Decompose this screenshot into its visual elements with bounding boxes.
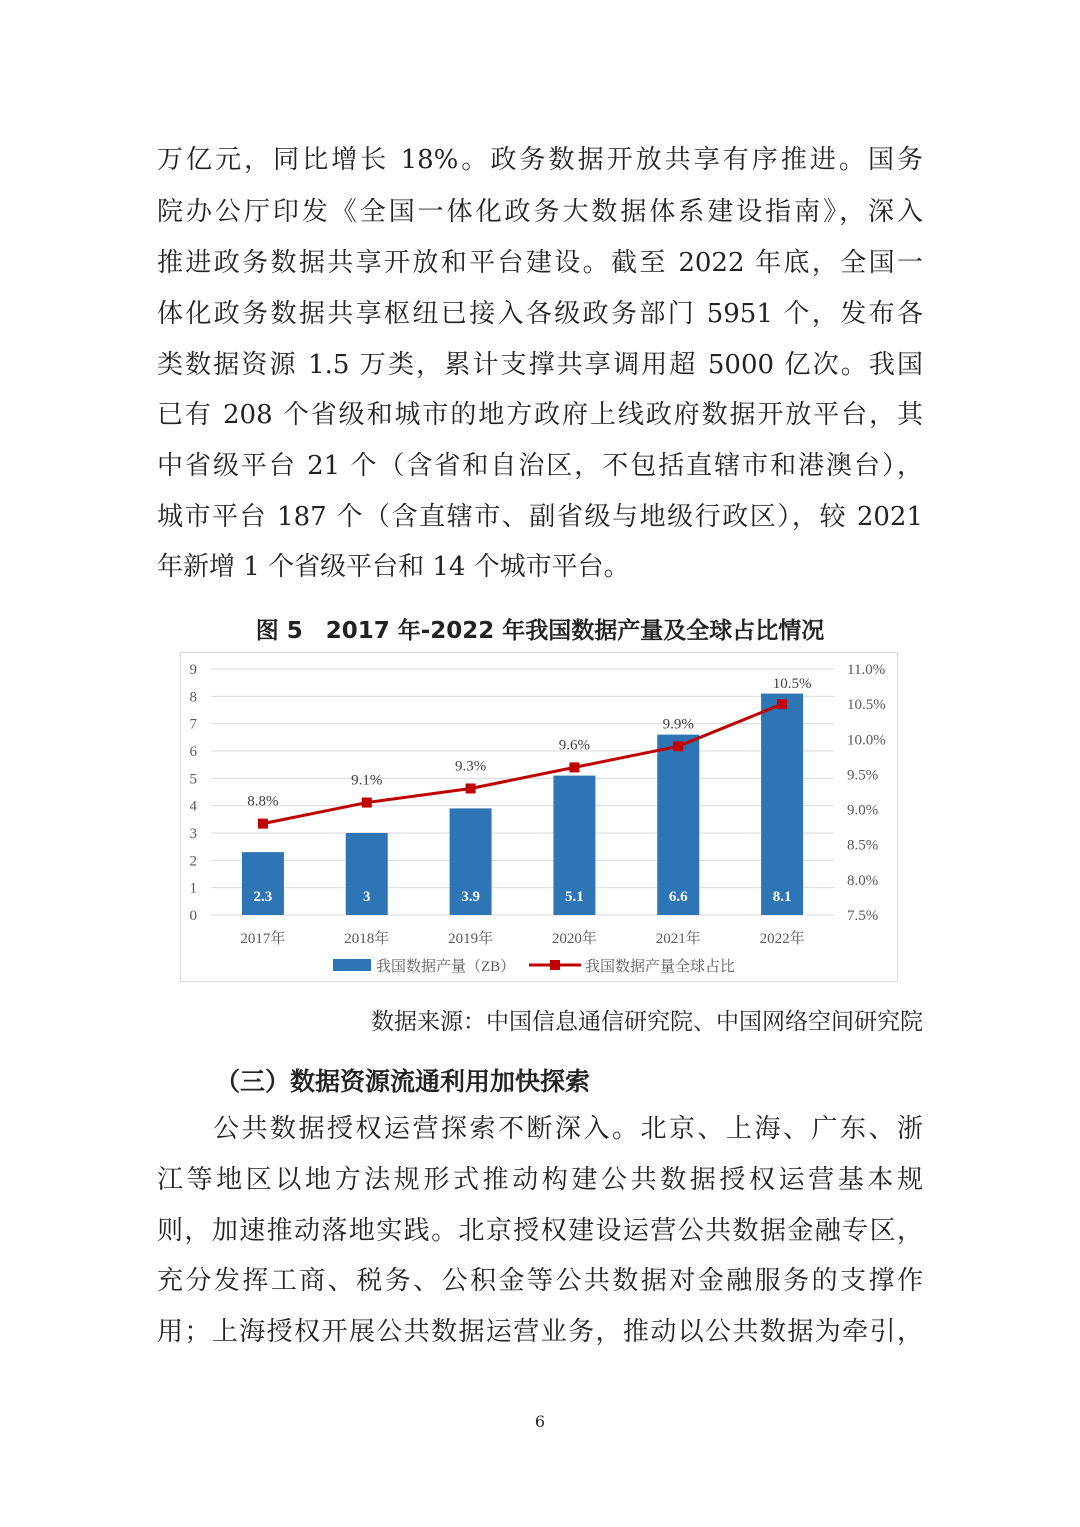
share-value-label: 9.3% — [454, 758, 487, 775]
text-line: 院办公厅印发《全国一体化政务大数据体系建设指南》，深入 — [157, 197, 923, 227]
right-axis-tick: 9.5% — [847, 767, 879, 784]
chart — [180, 652, 898, 982]
legend-bar-swatch — [333, 959, 371, 971]
left-axis-tick: 1 — [189, 880, 197, 897]
right-axis-tick: 8.5% — [847, 837, 879, 854]
x-axis-tick: 2021年 — [655, 931, 701, 947]
right-axis-tick: 9.0% — [847, 802, 879, 819]
share-value-label: 9.6% — [558, 737, 591, 754]
legend-line-marker — [550, 960, 560, 970]
text-line: 推进政务数据共享开放和平台建设。截至 2022 年底，全国一 — [157, 248, 923, 278]
left-axis-tick: 5 — [189, 771, 197, 788]
text-line: 类数据资源 1.5 万类，累计支撑共享调用超 5000 亿次。我国 — [157, 350, 923, 380]
x-axis-tick: 2020年 — [551, 931, 597, 947]
share-marker — [362, 798, 372, 808]
bar-value-label: 5.1 — [565, 889, 584, 905]
page-number: 6 — [534, 1412, 546, 1431]
bar-value-label: 3.9 — [461, 889, 480, 905]
text-line: 中省级平台 21 个（含省和自治区，不包括直辖市和港澳台）， — [157, 451, 923, 481]
share-value-label: 9.9% — [662, 716, 694, 733]
right-axis-tick: 8.0% — [847, 872, 879, 889]
bar-value-label: 8.1 — [772, 889, 792, 905]
text-line: 已有 208 个省级和城市的地方政府上线政府数据开放平台，其 — [157, 400, 923, 430]
left-axis-tick: 3 — [189, 826, 197, 842]
bar-value-label: 6.6 — [668, 889, 688, 905]
x-axis-tick: 2018年 — [344, 931, 390, 947]
left-axis-tick: 8 — [189, 689, 197, 706]
text-line: 城市平台 187 个（含直辖市、副省级与地级行政区），较 2021 — [157, 502, 923, 532]
text-line: 江等地区以地方法规形式推动构建公共数据授权运营基本规 — [157, 1165, 923, 1195]
left-axis-tick: 0 — [189, 908, 197, 924]
left-axis-tick: 4 — [189, 798, 197, 815]
share-marker — [777, 699, 787, 709]
data-source: 数据来源：中国信息通信研究院、中国网络空间研究院 — [371, 1009, 923, 1035]
x-axis-tick: 2017年 — [240, 931, 286, 947]
text-line: 则，加速推动落地实践。北京授权建设运营公共数据金融专区， — [157, 1216, 923, 1246]
left-axis-tick: 7 — [189, 716, 197, 733]
share-marker — [466, 783, 476, 793]
right-axis-tick: 11.0% — [847, 662, 886, 678]
bar-value-label: 3 — [363, 889, 371, 905]
share-marker — [673, 741, 683, 751]
figure-caption: 图 5 2017 年-2022 年我国数据产量及全球占比情况 — [255, 618, 825, 644]
share-value-label: 8.8% — [247, 793, 279, 810]
right-axis-tick: 10.5% — [847, 697, 886, 714]
text-line: 用；上海授权开展公共数据运营业务，推动以公共数据为牵引， — [157, 1317, 923, 1347]
bar — [761, 694, 803, 915]
bar — [242, 852, 284, 915]
legend-bar-label: 我国数据产量（ZB） — [376, 959, 516, 975]
share-marker — [569, 762, 579, 772]
right-axis-tick: 7.5% — [847, 908, 879, 924]
text-line: 体化政务数据共享枢纽已接入各级政务部门 5951 个，发布各 — [157, 299, 923, 329]
share-value-label: 10.5% — [772, 676, 812, 693]
chart-svg — [181, 653, 897, 981]
text-line: 万亿元，同比增长 18%。政务数据开放共享有序推进。国务 — [157, 145, 923, 175]
share-marker — [258, 819, 268, 829]
text-line: 公共数据授权运营探索不断深入。北京、上海、广东、浙 — [213, 1114, 923, 1144]
bar — [657, 735, 699, 915]
x-axis-tick: 2022年 — [759, 931, 805, 947]
section-heading: （三）数据资源流通利用加快探索 — [215, 1067, 591, 1096]
x-axis-tick: 2019年 — [448, 931, 494, 947]
bar-value-label: 2.3 — [253, 889, 273, 905]
left-axis-tick: 6 — [189, 744, 197, 760]
right-axis-tick: 10.0% — [847, 732, 886, 749]
share-value-label: 9.1% — [351, 772, 383, 789]
left-axis-tick: 9 — [189, 662, 197, 678]
text-line: 充分发挥工商、税务、公积金等公共数据对金融服务的支撑作 — [157, 1266, 923, 1296]
text-line: 年新增 1 个省级平台和 14 个城市平台。 — [157, 552, 630, 582]
legend-line-label: 我国数据产量全球占比 — [585, 959, 736, 975]
left-axis-tick: 2 — [189, 853, 197, 870]
